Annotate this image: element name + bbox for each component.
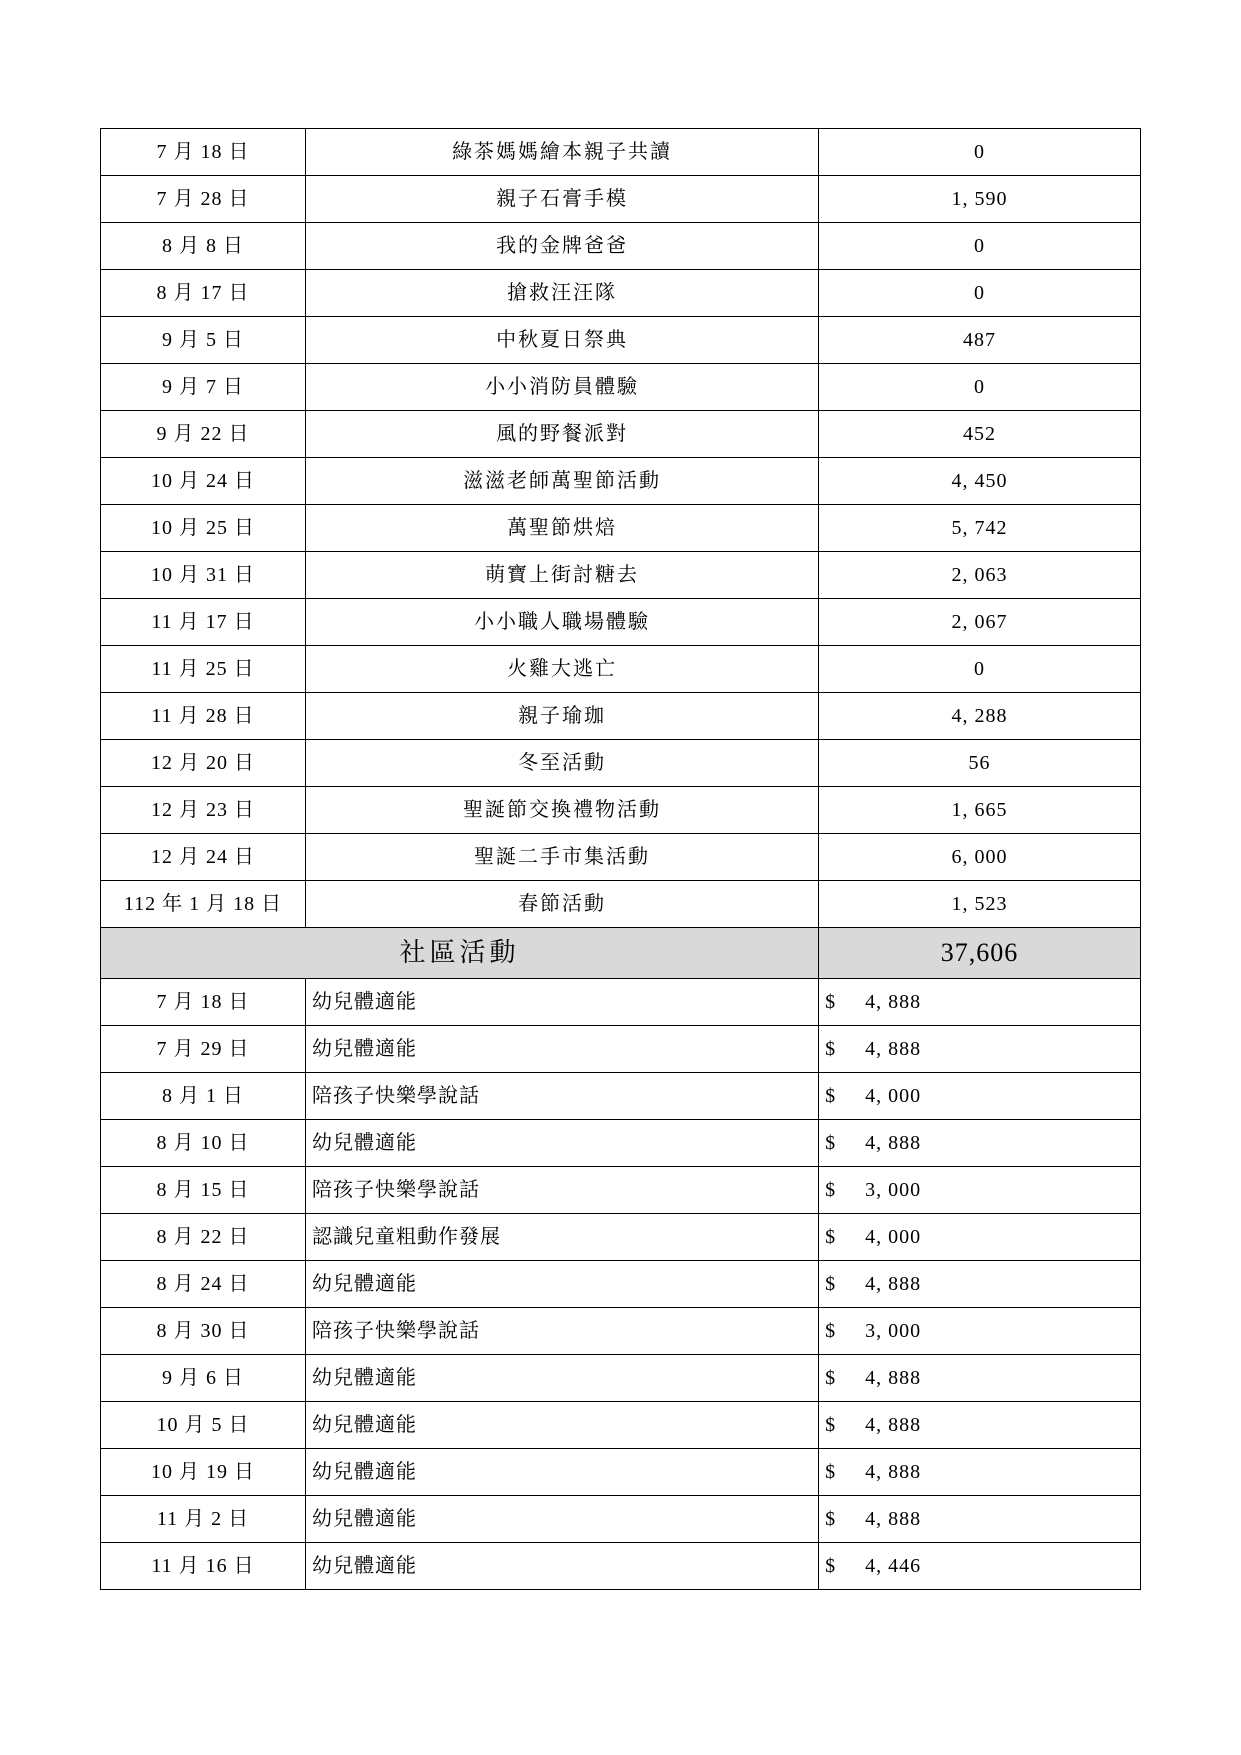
table-row xyxy=(101,740,1141,787)
table-body xyxy=(101,129,1141,1590)
cell-activity-name: 火雞大逃亡 xyxy=(306,646,819,693)
cell-date: 11 月 28 日 xyxy=(101,693,306,740)
cell-date: 7 月 29 日 xyxy=(101,1026,306,1073)
cell-date: 8 月 10 日 xyxy=(101,1120,306,1167)
cell-amount: 0 xyxy=(819,223,1141,270)
cell-activity-name: 冬至活動 xyxy=(306,740,819,787)
table-row xyxy=(101,505,1141,552)
cell-amount: 0 xyxy=(819,270,1141,317)
cell-date: 8 月 30 日 xyxy=(101,1308,306,1355)
cell-date: 9 月 7 日 xyxy=(101,364,306,411)
cell-amount: 0 xyxy=(819,364,1141,411)
table-row xyxy=(101,787,1141,834)
cell-amount: 0 xyxy=(819,129,1141,176)
cell-activity-name: 綠茶媽媽繪本親子共讀 xyxy=(306,129,819,176)
table-row xyxy=(101,458,1141,505)
amount-value: 4, 888 xyxy=(865,1366,922,1389)
table-row xyxy=(101,1120,1141,1167)
currency-symbol: $ xyxy=(825,1366,837,1389)
amount-value: 3, 000 xyxy=(865,1319,922,1342)
cell-amount: 1, 665 xyxy=(819,787,1141,834)
table-row xyxy=(101,270,1141,317)
table-row xyxy=(101,599,1141,646)
cell-activity-name: 幼兒體適能 xyxy=(306,1355,819,1402)
cell-date: 12 月 24 日 xyxy=(101,834,306,881)
table-row xyxy=(101,1543,1141,1590)
cell-amount: 5, 742 xyxy=(819,505,1141,552)
amount-value: 4, 000 xyxy=(865,1225,922,1248)
cell-activity-name: 聖誕節交換禮物活動 xyxy=(306,787,819,834)
cell-amount: 1, 590 xyxy=(819,176,1141,223)
currency-symbol: $ xyxy=(825,1507,837,1530)
table-row xyxy=(101,979,1141,1026)
cell-amount: 6, 000 xyxy=(819,834,1141,881)
cell-amount: 1, 523 xyxy=(819,881,1141,928)
currency-symbol: $ xyxy=(825,1225,837,1248)
cell-activity-name: 風的野餐派對 xyxy=(306,411,819,458)
cell-activity-name: 陪孩子快樂學說話 xyxy=(306,1308,819,1355)
table-row xyxy=(101,1073,1141,1120)
table-row xyxy=(101,1308,1141,1355)
cell-amount xyxy=(819,1543,1141,1590)
table-row xyxy=(101,646,1141,693)
cell-date: 12 月 23 日 xyxy=(101,787,306,834)
cell-amount: 2, 067 xyxy=(819,599,1141,646)
table-row xyxy=(101,1402,1141,1449)
cell-date: 8 月 8 日 xyxy=(101,223,306,270)
cell-date: 10 月 19 日 xyxy=(101,1449,306,1496)
cell-activity-name: 幼兒體適能 xyxy=(306,1261,819,1308)
cell-activity-name: 幼兒體適能 xyxy=(306,1120,819,1167)
cell-date: 11 月 16 日 xyxy=(101,1543,306,1590)
cell-amount xyxy=(819,1402,1141,1449)
cell-activity-name: 春節活動 xyxy=(306,881,819,928)
table-row xyxy=(101,176,1141,223)
table-row xyxy=(101,364,1141,411)
cell-amount xyxy=(819,1355,1141,1402)
cell-activity-name: 親子石膏手模 xyxy=(306,176,819,223)
cell-amount xyxy=(819,1496,1141,1543)
cell-amount xyxy=(819,1449,1141,1496)
cell-activity-name: 陪孩子快樂學說話 xyxy=(306,1073,819,1120)
cell-date: 10 月 25 日 xyxy=(101,505,306,552)
cell-activity-name: 滋滋老師萬聖節活動 xyxy=(306,458,819,505)
cell-date: 8 月 15 日 xyxy=(101,1167,306,1214)
table-row xyxy=(101,317,1141,364)
cell-amount: 452 xyxy=(819,411,1141,458)
cell-activity-name: 小小消防員體驗 xyxy=(306,364,819,411)
cell-date: 7 月 18 日 xyxy=(101,979,306,1026)
cell-date: 10 月 31 日 xyxy=(101,552,306,599)
currency-symbol: $ xyxy=(825,1554,837,1577)
table-row xyxy=(101,834,1141,881)
cell-amount: 56 xyxy=(819,740,1141,787)
cell-amount xyxy=(819,1261,1141,1308)
cell-amount: 487 xyxy=(819,317,1141,364)
currency-symbol: $ xyxy=(825,1084,837,1107)
cell-date: 7 月 18 日 xyxy=(101,129,306,176)
table-row xyxy=(101,223,1141,270)
table-row xyxy=(101,693,1141,740)
table-row xyxy=(101,1355,1141,1402)
table-row xyxy=(101,1214,1141,1261)
cell-date: 8 月 24 日 xyxy=(101,1261,306,1308)
cell-activity-name: 幼兒體適能 xyxy=(306,1496,819,1543)
table-row xyxy=(101,1167,1141,1214)
cell-activity-name: 認識兒童粗動作發展 xyxy=(306,1214,819,1261)
table-row xyxy=(101,1261,1141,1308)
table-row xyxy=(101,1496,1141,1543)
cell-date: 11 月 17 日 xyxy=(101,599,306,646)
table-row xyxy=(101,129,1141,176)
cell-date: 12 月 20 日 xyxy=(101,740,306,787)
amount-value: 4, 888 xyxy=(865,1272,922,1295)
cell-amount: 4, 288 xyxy=(819,693,1141,740)
currency-symbol: $ xyxy=(825,1272,837,1295)
cell-date: 8 月 17 日 xyxy=(101,270,306,317)
cell-amount xyxy=(819,1073,1141,1120)
table-row xyxy=(101,1449,1141,1496)
cell-amount xyxy=(819,1026,1141,1073)
activity-table xyxy=(100,128,1141,1590)
cell-activity-name: 萌寶上街討糖去 xyxy=(306,552,819,599)
cell-date: 10 月 24 日 xyxy=(101,458,306,505)
cell-date: 8 月 22 日 xyxy=(101,1214,306,1261)
amount-value: 4, 446 xyxy=(865,1554,922,1577)
cell-amount: 0 xyxy=(819,646,1141,693)
cell-amount: 4, 450 xyxy=(819,458,1141,505)
amount-value: 4, 888 xyxy=(865,1460,922,1483)
table-row xyxy=(101,1026,1141,1073)
cell-date: 8 月 1 日 xyxy=(101,1073,306,1120)
currency-symbol: $ xyxy=(825,1319,837,1342)
currency-symbol: $ xyxy=(825,1131,837,1154)
cell-date: 9 月 6 日 xyxy=(101,1355,306,1402)
table-row xyxy=(101,411,1141,458)
cell-date: 112 年 1 月 18 日 xyxy=(101,881,306,928)
cell-date: 10 月 5 日 xyxy=(101,1402,306,1449)
cell-activity-name: 幼兒體適能 xyxy=(306,1026,819,1073)
cell-activity-name: 幼兒體適能 xyxy=(306,1543,819,1590)
cell-amount xyxy=(819,1308,1141,1355)
amount-value: 4, 888 xyxy=(865,990,922,1013)
cell-date: 9 月 5 日 xyxy=(101,317,306,364)
cell-activity-name: 萬聖節烘焙 xyxy=(306,505,819,552)
section-title: 社區活動 xyxy=(101,928,819,979)
cell-date: 11 月 2 日 xyxy=(101,1496,306,1543)
cell-date: 9 月 22 日 xyxy=(101,411,306,458)
cell-activity-name: 陪孩子快樂學說話 xyxy=(306,1167,819,1214)
cell-amount xyxy=(819,1120,1141,1167)
amount-value: 4, 888 xyxy=(865,1413,922,1436)
amount-value: 4, 888 xyxy=(865,1507,922,1530)
cell-activity-name: 我的金牌爸爸 xyxy=(306,223,819,270)
amount-value: 4, 000 xyxy=(865,1084,922,1107)
currency-symbol: $ xyxy=(825,990,837,1013)
cell-activity-name: 幼兒體適能 xyxy=(306,979,819,1026)
cell-activity-name: 搶救汪汪隊 xyxy=(306,270,819,317)
cell-activity-name: 聖誕二手市集活動 xyxy=(306,834,819,881)
table-row xyxy=(101,552,1141,599)
cell-date: 11 月 25 日 xyxy=(101,646,306,693)
cell-activity-name: 幼兒體適能 xyxy=(306,1402,819,1449)
currency-symbol: $ xyxy=(825,1178,837,1201)
currency-symbol: $ xyxy=(825,1037,837,1060)
amount-value: 3, 000 xyxy=(865,1178,922,1201)
section-header-row xyxy=(101,928,1141,979)
cell-date: 7 月 28 日 xyxy=(101,176,306,223)
cell-amount xyxy=(819,1214,1141,1261)
section-total: 37,606 xyxy=(819,928,1141,979)
currency-symbol: $ xyxy=(825,1460,837,1483)
amount-value: 4, 888 xyxy=(865,1131,922,1154)
cell-activity-name: 小小職人職場體驗 xyxy=(306,599,819,646)
cell-amount: 2, 063 xyxy=(819,552,1141,599)
cell-activity-name: 中秋夏日祭典 xyxy=(306,317,819,364)
cell-amount xyxy=(819,979,1141,1026)
amount-value: 4, 888 xyxy=(865,1037,922,1060)
cell-amount xyxy=(819,1167,1141,1214)
cell-activity-name: 親子瑜珈 xyxy=(306,693,819,740)
cell-activity-name: 幼兒體適能 xyxy=(306,1449,819,1496)
currency-symbol: $ xyxy=(825,1413,837,1436)
table-row xyxy=(101,881,1141,928)
